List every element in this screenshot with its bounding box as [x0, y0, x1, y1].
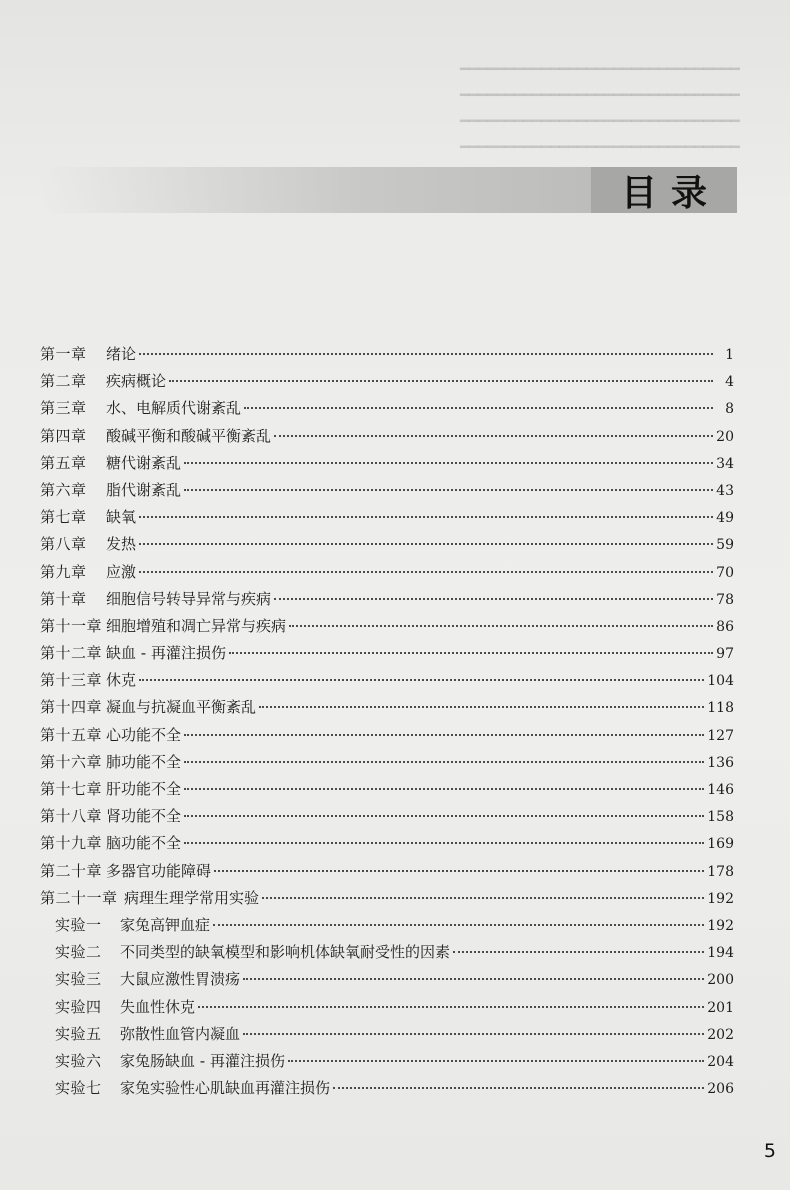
- toc-chapter-row[interactable]: [40, 370, 734, 397]
- experiment-title: 失血性休克: [120, 997, 196, 1016]
- toc-experiment-row[interactable]: [40, 1050, 734, 1077]
- chapter-title: 酸碱平衡和酸碱平衡紊乱: [106, 426, 272, 445]
- chapter-title: 肺功能不全: [106, 752, 182, 771]
- dot-leader: [184, 761, 704, 763]
- chapter-number: 第七章: [40, 508, 87, 527]
- chapter-number: 第九章: [40, 562, 87, 581]
- experiment-number: 实验六: [55, 1051, 102, 1070]
- toc-chapter-row[interactable]: [40, 533, 734, 560]
- chapter-number: 第十九章: [40, 834, 103, 853]
- page-ref: 34: [716, 455, 734, 472]
- dot-leader: [198, 1006, 704, 1008]
- chapter-title: 多器官功能障碍: [106, 861, 212, 880]
- chapter-number: 第二十章: [40, 861, 103, 880]
- page-ref: 146: [707, 782, 734, 798]
- page-ref: 49: [716, 510, 734, 527]
- page-ref: 206: [707, 1081, 734, 1098]
- page-ref: 104: [707, 673, 734, 690]
- toc-chapter-row[interactable]: [40, 832, 734, 859]
- experiment-number: 实验一: [55, 915, 102, 934]
- page-ref: 192: [707, 890, 734, 907]
- dot-leader: [244, 407, 713, 409]
- chapter-number: 第一章: [40, 345, 87, 363]
- toc-chapter-row[interactable]: [40, 887, 734, 914]
- chapter-title: 疾病概论: [106, 372, 167, 391]
- toc-chapter-row[interactable]: [40, 588, 734, 615]
- chapter-title: 肝功能不全: [106, 780, 182, 798]
- dot-leader: [243, 1033, 704, 1035]
- dot-leader: [139, 353, 713, 355]
- experiment-title: 家兔肠缺血 - 再灌注损伤: [120, 1051, 285, 1070]
- chapter-title: 发热: [106, 535, 137, 554]
- chapter-number: 第三章: [40, 399, 87, 418]
- dot-leader: [333, 1087, 704, 1089]
- page-ref: 20: [716, 428, 734, 445]
- experiment-number: 实验三: [55, 970, 102, 989]
- page-ref: 201: [707, 999, 734, 1016]
- chapter-title: 缺氧: [106, 508, 137, 527]
- chapter-title: 水、电解质代谢紊乱: [106, 399, 242, 418]
- dot-leader: [184, 842, 704, 844]
- toc-chapter-row[interactable]: [40, 642, 734, 669]
- chapter-title: 凝血与抗凝血平衡紊乱: [106, 698, 257, 717]
- page-ref: 127: [707, 727, 734, 744]
- page-ref: 1: [725, 347, 734, 363]
- page-ref: 97: [716, 646, 734, 663]
- toc-experiment-row[interactable]: [40, 941, 734, 968]
- dot-leader: [139, 571, 713, 573]
- page-ref: 202: [707, 1026, 734, 1043]
- chapter-title: 脂代谢紊乱: [106, 480, 182, 499]
- chapter-title: 糖代谢紊乱: [106, 453, 182, 472]
- page-ref: 200: [707, 972, 734, 989]
- dot-leader: [453, 951, 704, 953]
- toc-chapter-row[interactable]: [40, 778, 734, 805]
- dot-leader: [259, 706, 704, 708]
- dot-leader: [139, 679, 704, 681]
- chapter-number: 第十七章: [40, 780, 103, 798]
- experiment-title: 不同类型的缺氧模型和影响机体缺氧耐受性的因素: [120, 943, 451, 962]
- toc-chapter-row[interactable]: [40, 425, 734, 452]
- chapter-title: 细胞增殖和凋亡异常与疾病: [106, 616, 287, 635]
- dot-leader: [274, 598, 713, 600]
- chapter-number: 第十一章: [40, 616, 103, 635]
- page-ref: 70: [716, 564, 734, 581]
- chapter-title: 缺血 - 再灌注损伤: [106, 644, 226, 663]
- page-ref: 43: [716, 482, 734, 499]
- chapter-title: 细胞信号转导异常与疾病: [106, 589, 272, 608]
- dot-leader: [139, 543, 713, 545]
- chapter-number: 第二章: [40, 372, 87, 391]
- dot-leader: [243, 978, 704, 980]
- experiment-title: 弥散性血管内凝血: [120, 1024, 241, 1043]
- experiment-title: 家兔高钾血症: [120, 915, 211, 934]
- page-title: 目录: [620, 172, 721, 214]
- chapter-number: 第十六章: [40, 752, 103, 771]
- experiment-list: [40, 914, 734, 1104]
- toc-experiment-row[interactable]: [40, 996, 734, 1023]
- chapter-title: 应激: [106, 562, 137, 581]
- chapter-title: 休克: [106, 671, 137, 690]
- toc-chapter-row[interactable]: [40, 615, 734, 642]
- dot-leader: [184, 489, 713, 491]
- toc-chapter-row[interactable]: [40, 696, 734, 723]
- chapter-number: 第十四章: [40, 698, 103, 717]
- dot-leader: [184, 462, 713, 464]
- page-ref: 4: [725, 374, 734, 391]
- dot-leader: [184, 788, 704, 790]
- chapter-title: 心功能不全: [106, 725, 182, 744]
- toc-experiment-row[interactable]: [40, 968, 734, 995]
- title-box: [591, 167, 737, 213]
- page-ref: 204: [707, 1053, 734, 1070]
- page-ref: 118: [707, 700, 734, 717]
- page-ref: 86: [716, 618, 734, 635]
- toc-chapter-row[interactable]: [40, 452, 734, 479]
- chapter-number: 第十八章: [40, 807, 103, 826]
- dot-leader: [139, 516, 713, 518]
- toc-chapter-row[interactable]: [40, 343, 734, 370]
- title-band: [40, 167, 737, 213]
- dot-leader: [262, 897, 704, 899]
- page-ref: 194: [707, 945, 734, 962]
- toc-chapter-row[interactable]: [40, 669, 734, 696]
- toc-chapter-row[interactable]: [40, 397, 734, 424]
- chapter-number: 第十三章: [40, 671, 103, 690]
- page-ref: 169: [707, 836, 734, 853]
- dot-leader: [229, 652, 713, 654]
- experiment-number: 实验二: [55, 943, 102, 962]
- toc-chapter-row[interactable]: [40, 805, 734, 832]
- chapter-number: 第五章: [40, 453, 87, 472]
- page-ref: 78: [716, 591, 734, 608]
- chapter-title: 绪论: [106, 345, 137, 363]
- toc-experiment-row[interactable]: [40, 1023, 734, 1050]
- dot-leader: [214, 870, 704, 872]
- chapter-number: 第十章: [40, 589, 87, 608]
- chapter-list: [40, 343, 734, 914]
- dot-leader: [169, 380, 713, 382]
- experiment-number: 实验四: [55, 997, 102, 1016]
- chapter-number: 第八章: [40, 535, 87, 554]
- toc-chapter-row[interactable]: [40, 860, 734, 887]
- experiment-title: 家兔实验性心肌缺血再灌注损伤: [120, 1079, 331, 1098]
- chapter-number: 第四章: [40, 426, 87, 445]
- toc-chapter-row[interactable]: [40, 751, 734, 778]
- toc-chapter-row[interactable]: [40, 724, 734, 751]
- dot-leader: [184, 734, 704, 736]
- table-of-contents: [40, 343, 734, 1104]
- dot-leader: [289, 625, 713, 627]
- toc-experiment-row[interactable]: [40, 914, 734, 941]
- dot-leader: [288, 1060, 704, 1062]
- chapter-number: 第十二章: [40, 644, 103, 663]
- chapter-number: 第六章: [40, 480, 87, 499]
- dot-leader: [274, 435, 713, 437]
- chapter-title: 病理生理学常用实验: [124, 888, 260, 907]
- chapter-title: 脑功能不全: [106, 834, 182, 853]
- experiment-number: 实验五: [55, 1024, 102, 1043]
- bleed-through-text: ━━━━━━━━━━━━━━━━━━━━━━━━━━━━━━━ ━━━━━━━━━━━━━━━━━━━━━━━━━━━━━━━ ━━━━━━━━━━━━━━━━━━━━━━━━━━━━━━━ ━━━━━━━━━━━━━━━━━━━━━━━━━━━━━━━: [460, 60, 740, 156]
- experiment-number: 实验七: [55, 1079, 102, 1098]
- page-ref: 136: [707, 754, 734, 771]
- chapter-number: 第二十一章: [40, 888, 118, 907]
- page-ref: 59: [716, 537, 734, 554]
- toc-chapter-row[interactable]: [40, 561, 734, 588]
- page-ref: 192: [707, 917, 734, 934]
- toc-chapter-row[interactable]: [40, 506, 734, 533]
- experiment-title: 大鼠应激性胃溃疡: [120, 970, 241, 989]
- toc-chapter-row[interactable]: [40, 479, 734, 506]
- page-ref: 158: [707, 809, 734, 826]
- dot-leader: [184, 815, 704, 817]
- toc-experiment-row[interactable]: [40, 1077, 734, 1104]
- page-ref: 8: [725, 401, 734, 418]
- page-ref: 178: [707, 863, 734, 880]
- chapter-title: 肾功能不全: [106, 807, 182, 826]
- page-number: 5: [763, 1140, 776, 1162]
- chapter-number: 第十五章: [40, 725, 103, 744]
- dot-leader: [213, 924, 704, 926]
